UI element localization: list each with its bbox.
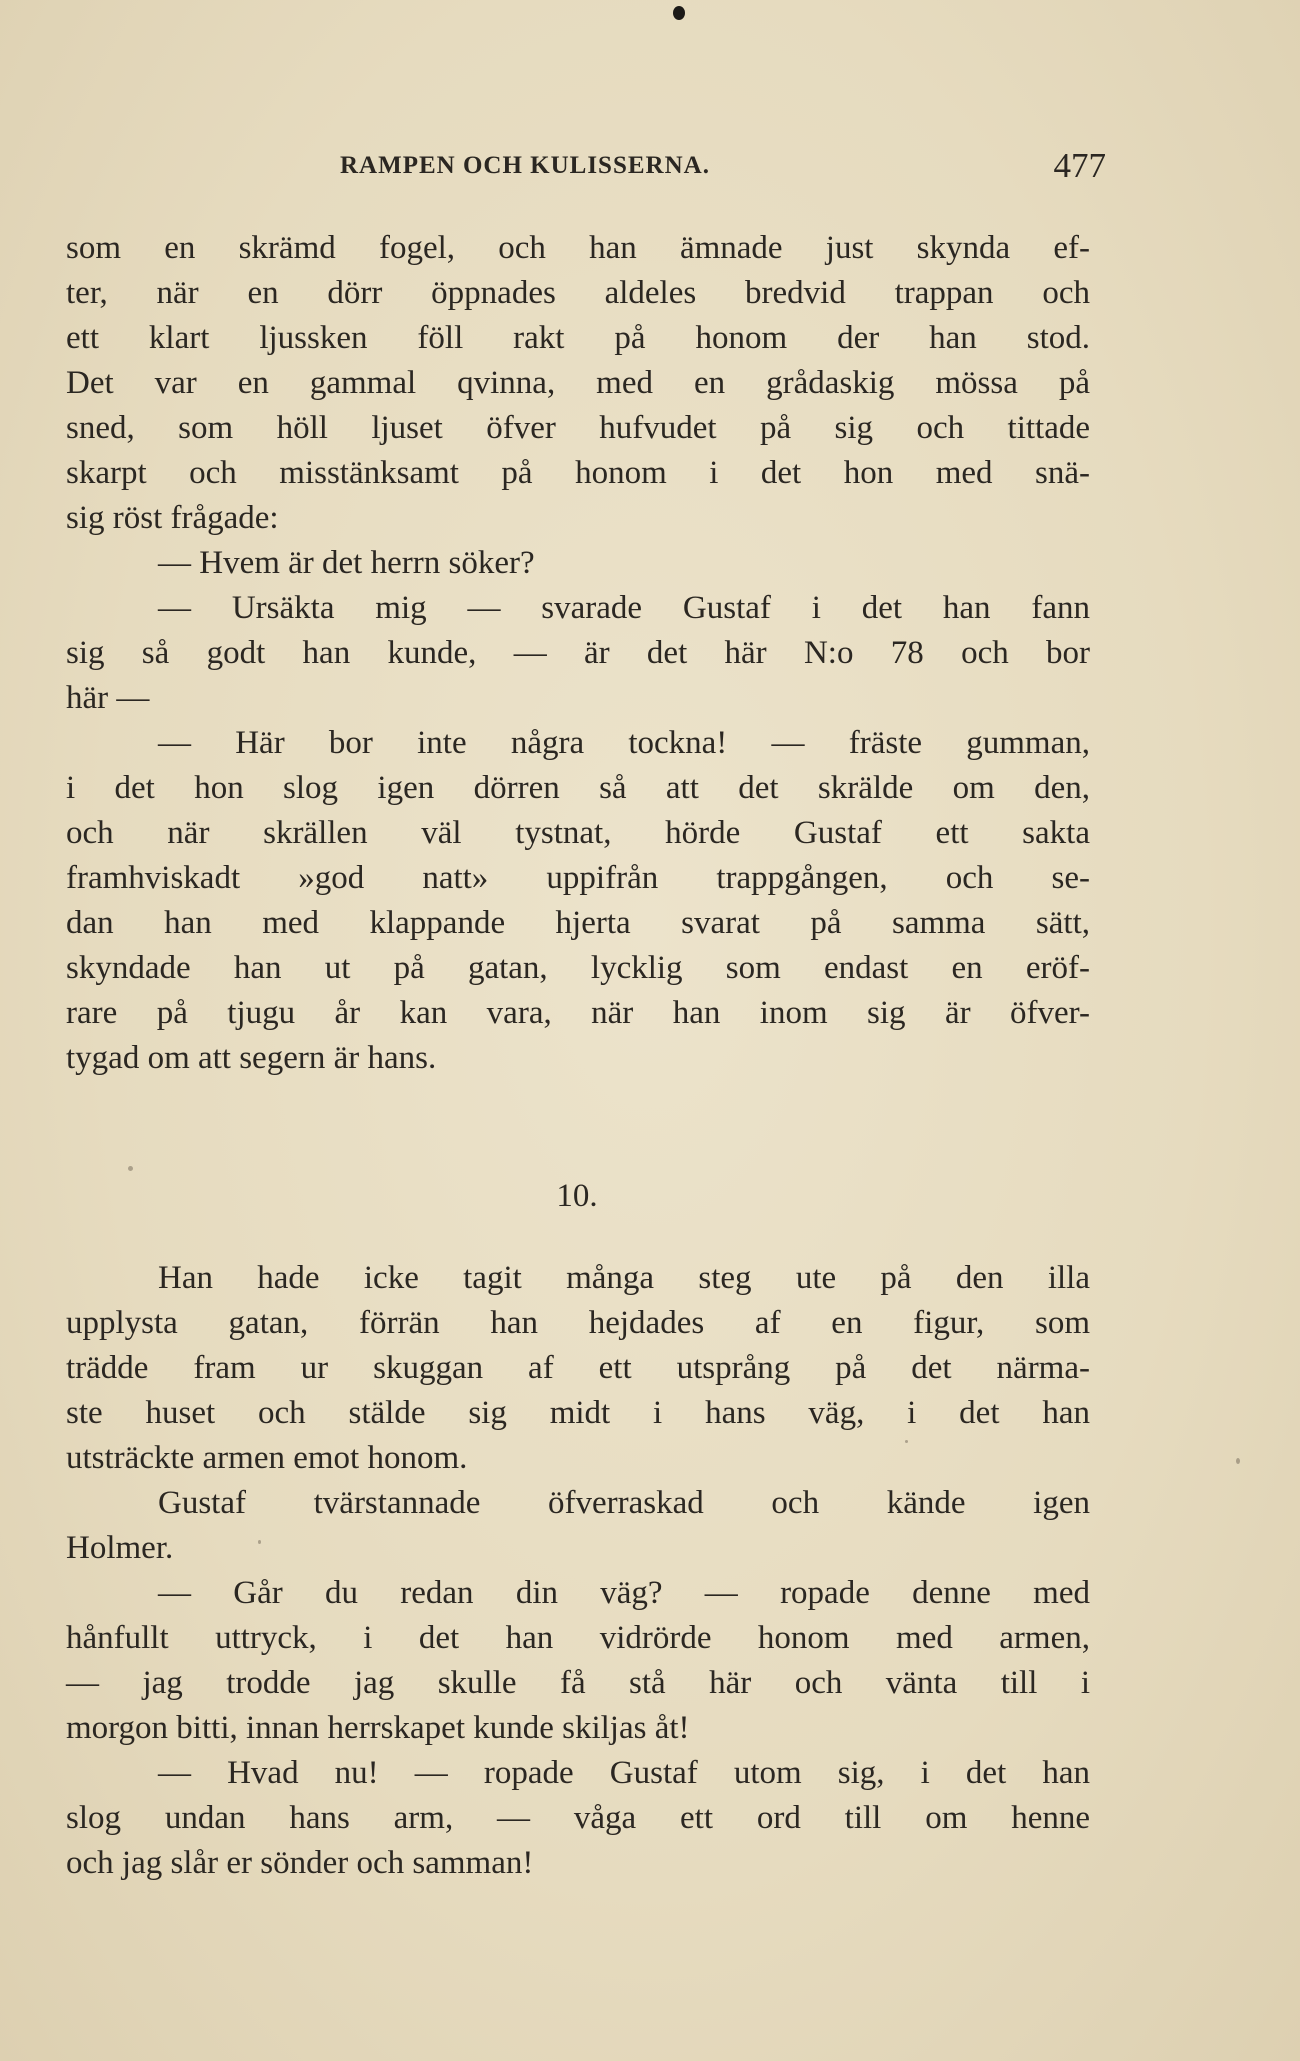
text-line: upplysta gatan, förrän han hejdades af en figur, som [66,1305,1090,1341]
text-line: — Hvad nu! — ropade Gustaf utom sig, i det han [158,1755,1090,1791]
text-line: Gustaf tvärstannade öfverraskad och kände igen [158,1485,1090,1521]
text-line: ett klart ljussken föll rakt på honom der han stod. [66,320,1090,356]
text-line: — Går du redan din väg? — ropade denne med [158,1575,1090,1611]
text-line: i det hon slog igen dörren så att det skrälde om den, [66,770,1090,806]
text-line: ste huset och stälde sig midt i hans väg, i det han [66,1395,1090,1431]
text-line: här — [66,680,150,716]
text-line: ter, när en dörr öppnades aldeles bredvid trappan och [66,275,1090,311]
paper-speck [1236,1458,1240,1464]
text-line: sned, som höll ljuset öfver hufvudet på sig och tittade [66,410,1090,446]
text-line: Holmer. [66,1530,174,1566]
text-line: framhviskadt »god natt» uppifrån trappgången, och se- [66,860,1090,896]
text-line: hånfullt uttryck, i det han vidrörde honom med armen, [66,1620,1090,1656]
text-block-1 [66,226,1090,1081]
text-line: rare på tjugu år kan vara, när han inom sig är öfver- [66,995,1090,1031]
text-line: trädde fram ur skuggan af ett utsprång på det närma- [66,1350,1090,1386]
text-line: morgon bitti, innan herrskapet kunde skiljas åt! [66,1710,690,1746]
text-line: skarpt och misstänksamt på honom i det hon med snä- [66,455,1090,491]
text-line: — Ursäkta mig — svarade Gustaf i det han fann [158,590,1090,626]
text-block-2 [66,1256,1090,1886]
text-line: Det var en gammal qvinna, med en grådaskig mössa på [66,365,1090,401]
text-line: — Här bor inte några tockna! — fräste gumman, [158,725,1090,761]
text-line: dan han med klappande hjerta svarat på samma sätt, [66,905,1090,941]
text-line: tygad om att segern är hans. [66,1040,437,1076]
text-line: slog undan hans arm, — våga ett ord till om henne [66,1800,1090,1836]
text-line: och när skrällen väl tystnat, hörde Gustaf ett sakta [66,815,1090,851]
text-line: som en skrämd fogel, och han ämnade just skynda ef- [66,230,1090,266]
paper-speck [258,1540,261,1544]
running-title: RAMPEN OCH KULISSERNA. [340,152,710,179]
page-header [66,146,1112,190]
text-line: Han hade icke tagit många steg ute på den illa [158,1260,1090,1296]
text-line: — jag trodde jag skulle få stå här och vänta till i [66,1665,1090,1701]
text-line: utsträckte armen emot honom. [66,1440,468,1476]
text-line: och jag slår er sönder och samman! [66,1845,534,1881]
paper-speck [905,1440,908,1443]
page-number: 477 [1053,146,1106,185]
section-number: 10. [556,1178,598,1214]
paper-speck [128,1166,133,1171]
text-line: — Hvem är det herrn söker? [158,545,535,581]
text-line: sig röst frågade: [66,500,279,536]
text-line: sig så godt han kunde, — är det här N:o 78 och bor [66,635,1090,671]
ink-dot [673,6,685,20]
text-line: skyndade han ut på gatan, lycklig som endast en eröf- [66,950,1090,986]
